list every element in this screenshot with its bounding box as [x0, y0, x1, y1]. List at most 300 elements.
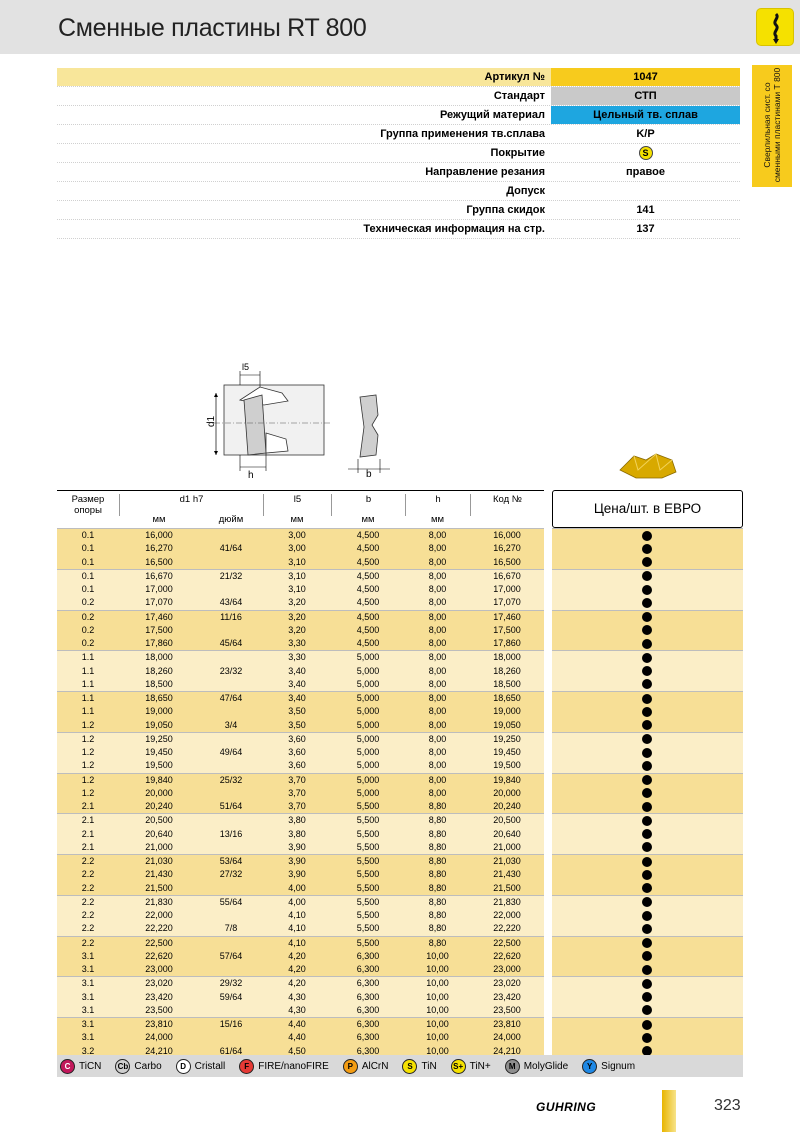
table-row — [57, 746, 544, 759]
coating-badge-icon: P — [343, 1059, 358, 1074]
col-header-seat-size: Размер опоры — [71, 494, 105, 516]
table-cell: 8,80 — [428, 828, 447, 839]
table-cell: 3,60 — [288, 760, 306, 771]
property-value: Цельный тв. сплав — [551, 106, 740, 124]
price-row-group — [552, 610, 743, 651]
property-label: Направление резания — [425, 166, 545, 178]
legend-label: Signum — [601, 1060, 636, 1072]
table-cell: 23,020 — [493, 978, 521, 989]
properties-table — [57, 68, 740, 239]
price-row — [552, 637, 743, 650]
availability-dot-icon — [642, 992, 652, 1002]
table-cell: 20,500 — [493, 815, 521, 826]
availability-dot-icon — [642, 775, 652, 785]
table-cell: 24,000 — [493, 1032, 521, 1043]
table-row — [57, 774, 544, 787]
table-cell: 3,80 — [288, 815, 306, 826]
availability-dot-icon — [642, 870, 652, 880]
price-row — [552, 977, 743, 990]
table-row — [57, 855, 544, 868]
table-cell: 17,460 — [493, 611, 521, 622]
table-row — [57, 937, 544, 950]
table-cell: 1.1 — [81, 678, 95, 689]
table-cell: 17,460 — [145, 611, 173, 622]
table-cell: 16,670 — [145, 570, 173, 581]
table-cell: 51/64 — [219, 801, 243, 811]
table-cell: 10,00 — [426, 950, 449, 961]
table-cell: 5,000 — [356, 678, 380, 689]
table-cell: 3.1 — [81, 1032, 95, 1043]
table-cell: 3.1 — [81, 950, 95, 961]
table-cell: 2.2 — [81, 869, 95, 880]
technical-drawing — [200, 355, 420, 480]
table-cell: 8,00 — [428, 597, 447, 608]
table-row-group — [57, 813, 544, 854]
availability-dot-icon — [642, 897, 652, 907]
coating-s-badge: S — [639, 146, 653, 160]
coating-legend — [57, 1055, 743, 1077]
col-header-b: b — [331, 494, 405, 516]
table-cell: 4,500 — [356, 597, 380, 608]
drawing-label-b: b — [366, 469, 372, 480]
availability-dot-icon — [642, 720, 652, 730]
price-column — [552, 490, 743, 1058]
table-cell: 7/8 — [224, 923, 238, 934]
table-row — [57, 719, 544, 732]
table-cell — [199, 937, 263, 950]
table-row — [57, 624, 544, 637]
availability-dot-icon — [642, 979, 652, 989]
table-cell: 8,00 — [428, 787, 447, 798]
table-cell: 23,420 — [493, 991, 521, 1002]
unit-mm: мм — [361, 514, 375, 525]
table-row — [57, 692, 544, 705]
table-cell: 3,70 — [288, 787, 306, 798]
table-cell: 8,00 — [428, 706, 447, 717]
table-cell: 5,000 — [356, 787, 380, 798]
table-cell: 17,500 — [493, 624, 521, 635]
price-row — [552, 963, 743, 976]
table-cell: 6,300 — [356, 1045, 380, 1056]
table-cell: 8,00 — [428, 570, 447, 581]
table-cell: 3,50 — [288, 706, 306, 717]
table-cell: 3,20 — [288, 624, 306, 635]
table-cell: 8,80 — [428, 815, 447, 826]
table-row — [57, 665, 544, 678]
table-cell: 5,500 — [356, 923, 380, 934]
table-cell: 5,000 — [356, 693, 380, 703]
table-cell: 4,500 — [356, 543, 380, 554]
price-row — [552, 937, 743, 950]
table-cell: 10,00 — [426, 978, 449, 989]
table-row — [57, 950, 544, 963]
table-cell: 6,300 — [356, 1032, 380, 1043]
table-cell — [199, 909, 263, 922]
table-cell: 8,80 — [428, 910, 447, 920]
table-cell: 8,00 — [428, 638, 447, 648]
table-cell: 21,430 — [145, 869, 173, 880]
table-cell: 17,500 — [145, 624, 173, 635]
dimensions-table-body — [57, 528, 544, 1058]
table-row — [57, 556, 544, 569]
table-row-group — [57, 936, 544, 977]
table-row — [57, 909, 544, 922]
table-cell: 3.1 — [81, 1004, 95, 1015]
page-title: Сменные пластины RT 800 — [58, 14, 367, 42]
property-row-article — [57, 68, 740, 87]
table-cell: 21,030 — [145, 856, 173, 866]
legend-item — [60, 1059, 101, 1074]
table-cell: 3.1 — [81, 1019, 95, 1029]
table-cell: 20,240 — [145, 801, 173, 811]
table-cell: 5,000 — [356, 760, 380, 771]
property-value: правое — [626, 166, 665, 178]
table-cell: 4,20 — [288, 964, 306, 974]
price-row — [552, 991, 743, 1004]
price-row — [552, 733, 743, 746]
table-cell: 19,500 — [145, 760, 173, 771]
price-row — [552, 583, 743, 596]
table-cell: 23,000 — [493, 964, 521, 974]
legend-label: TiN+ — [469, 1060, 491, 1072]
table-cell: 3,90 — [288, 841, 306, 852]
table-row-group — [57, 610, 544, 651]
table-cell: 21,000 — [493, 841, 521, 852]
price-row-group — [552, 691, 743, 732]
property-row-coating — [57, 144, 740, 163]
table-cell: 3.2 — [81, 1045, 95, 1056]
availability-dot-icon — [642, 612, 652, 622]
table-cell: 0.2 — [81, 611, 95, 622]
table-row-group — [57, 650, 544, 691]
price-row — [552, 746, 743, 759]
drawing-label-l5: l5 — [242, 362, 250, 372]
table-cell: 3,60 — [288, 747, 306, 757]
table-cell: 8,80 — [428, 882, 447, 893]
table-cell: 19,250 — [493, 733, 521, 744]
table-cell: 19,250 — [145, 733, 173, 744]
legend-item — [582, 1059, 635, 1074]
table-cell: 16,500 — [145, 556, 173, 567]
table-cell: 20,640 — [493, 828, 521, 839]
table-cell: 19,500 — [493, 760, 521, 771]
table-cell: 5,000 — [356, 774, 380, 785]
availability-dot-icon — [642, 531, 652, 541]
availability-dot-icon — [642, 802, 652, 812]
table-row — [57, 922, 544, 935]
price-row — [552, 1004, 743, 1017]
dimensions-table-header — [57, 490, 544, 528]
table-cell: 6,300 — [356, 978, 380, 989]
coating-badge-icon: F — [239, 1059, 254, 1074]
table-row — [57, 1031, 544, 1044]
property-label: Покрытие — [490, 147, 545, 159]
table-row — [57, 800, 544, 813]
legend-item — [239, 1059, 329, 1074]
table-cell: 3,40 — [288, 665, 306, 676]
table-cell: 22,500 — [493, 937, 521, 948]
table-cell: 3,80 — [288, 828, 306, 839]
table-cell: 8,80 — [428, 841, 447, 852]
table-cell: 23,500 — [145, 1004, 173, 1015]
table-cell: 3.1 — [81, 991, 95, 1002]
table-cell — [199, 583, 263, 596]
table-cell: 10,00 — [426, 1019, 449, 1029]
table-row — [57, 705, 544, 718]
table-cell: 23,810 — [493, 1019, 521, 1029]
table-cell: 0.1 — [81, 556, 95, 567]
insert-picture — [616, 448, 680, 482]
table-cell: 2.2 — [81, 856, 95, 866]
table-cell: 8,00 — [428, 774, 447, 785]
availability-dot-icon — [642, 842, 652, 852]
property-row-discount-group — [57, 201, 740, 220]
table-cell: 4,500 — [356, 570, 380, 581]
table-row — [57, 759, 544, 772]
table-cell — [199, 733, 263, 746]
table-cell: 59/64 — [219, 991, 243, 1002]
table-cell: 8,80 — [428, 923, 447, 934]
table-cell: 21,000 — [145, 841, 173, 852]
availability-dot-icon — [642, 625, 652, 635]
table-cell: 3.1 — [81, 978, 95, 989]
table-cell: 6,300 — [356, 1019, 380, 1029]
availability-dot-icon — [642, 816, 652, 826]
table-cell: 8,00 — [428, 584, 447, 594]
table-cell: 8,00 — [428, 556, 447, 567]
table-cell: 21,030 — [493, 856, 521, 866]
table-cell: 20,240 — [493, 801, 521, 811]
table-cell: 24,210 — [145, 1045, 173, 1056]
table-cell: 18,000 — [145, 652, 173, 663]
table-cell: 8,00 — [428, 530, 447, 540]
table-row-group — [57, 691, 544, 732]
price-row — [552, 814, 743, 827]
price-row-group — [552, 773, 743, 814]
table-cell: 21,830 — [493, 896, 521, 907]
coating-badge-icon: M — [505, 1059, 520, 1074]
table-row-group — [57, 773, 544, 814]
table-cell: 4,00 — [288, 896, 306, 907]
table-cell: 5,500 — [356, 841, 380, 852]
table-row — [57, 991, 544, 1004]
table-cell: 57/64 — [219, 950, 243, 961]
table-cell: 22,220 — [493, 923, 521, 934]
table-cell: 8,00 — [428, 665, 447, 676]
price-row — [552, 556, 743, 569]
table-cell: 18,000 — [493, 652, 521, 663]
property-label: Группа применения тв.сплава — [380, 128, 545, 140]
table-cell: 3,70 — [288, 774, 306, 785]
table-cell: 17,860 — [145, 638, 173, 648]
price-row — [552, 841, 743, 854]
table-cell: 8,00 — [428, 652, 447, 663]
table-cell: 22,000 — [145, 910, 173, 920]
table-cell: 11/16 — [220, 611, 242, 622]
availability-dot-icon — [642, 965, 652, 975]
table-cell: 19,450 — [145, 747, 173, 757]
table-cell: 21,830 — [145, 896, 173, 907]
table-cell: 8,00 — [428, 611, 447, 622]
property-row-standard — [57, 87, 740, 106]
table-cell: 27/32 — [219, 869, 243, 880]
col-header-h: h — [405, 494, 470, 516]
brand-logo: GUHRING — [536, 1100, 597, 1114]
table-cell: 0.1 — [81, 543, 95, 554]
price-row — [552, 651, 743, 664]
table-cell: 20,640 — [145, 828, 173, 839]
table-cell: 0.2 — [81, 638, 95, 648]
table-row — [57, 637, 544, 650]
table-cell: 4,10 — [288, 923, 306, 934]
legend-item — [505, 1059, 568, 1074]
table-cell: 5,500 — [356, 801, 380, 811]
table-cell — [199, 678, 263, 691]
availability-dot-icon — [642, 653, 652, 663]
table-cell: 3,50 — [288, 719, 306, 730]
table-cell: 3,60 — [288, 733, 306, 744]
table-cell: 41/64 — [219, 543, 243, 554]
availability-dot-icon — [642, 1020, 652, 1030]
table-cell — [199, 1031, 263, 1044]
table-cell: 10,00 — [426, 991, 449, 1002]
section-side-tab-text: Сверлильная сист. со сменными пластинами Т 800 — [762, 67, 782, 183]
table-cell: 1.2 — [81, 787, 95, 798]
property-row-tech-info — [57, 220, 740, 239]
table-row — [57, 896, 544, 909]
table-cell: 0.2 — [81, 624, 95, 635]
availability-dot-icon — [642, 679, 652, 689]
col-header-l5: l5 — [263, 494, 331, 516]
price-row — [552, 719, 743, 732]
availability-dot-icon — [642, 924, 652, 934]
table-cell: 0.1 — [81, 584, 95, 594]
price-row — [552, 529, 743, 542]
price-row — [552, 692, 743, 705]
table-cell: 13/16 — [219, 828, 243, 839]
table-cell: 8,80 — [428, 801, 447, 811]
footer-accent-bar — [662, 1090, 676, 1132]
price-column-body — [552, 528, 743, 1058]
table-row — [57, 963, 544, 976]
table-cell — [199, 841, 263, 854]
table-cell: 29/32 — [219, 978, 243, 989]
table-cell — [199, 1004, 263, 1017]
drawing-label-h: h — [248, 470, 254, 480]
price-row-group — [552, 936, 743, 977]
table-row — [57, 787, 544, 800]
table-cell: 3,70 — [288, 801, 306, 811]
table-cell: 47/64 — [219, 693, 243, 703]
table-cell: 1.1 — [81, 693, 95, 703]
property-value — [551, 182, 740, 200]
table-cell: 2.2 — [81, 910, 95, 920]
price-row — [552, 855, 743, 868]
availability-dot-icon — [642, 666, 652, 676]
table-cell: 6,300 — [356, 1004, 380, 1015]
price-row — [552, 922, 743, 935]
availability-dot-icon — [642, 707, 652, 717]
table-cell — [199, 759, 263, 772]
table-cell: 5,000 — [356, 719, 380, 730]
price-row — [552, 828, 743, 841]
table-row — [57, 542, 544, 555]
table-cell: 4,10 — [288, 937, 306, 948]
table-cell: 8,80 — [428, 856, 447, 866]
table-cell — [199, 787, 263, 800]
table-cell: 18,650 — [493, 693, 521, 703]
property-label: Техническая информация на стр. — [363, 223, 545, 235]
table-cell: 5,500 — [356, 856, 380, 866]
availability-dot-icon — [642, 857, 652, 867]
table-cell: 23,500 — [493, 1004, 521, 1015]
table-cell: 2.1 — [81, 801, 95, 811]
table-cell: 5,500 — [356, 910, 380, 920]
table-cell — [199, 882, 263, 895]
table-cell: 10,00 — [426, 1045, 449, 1056]
price-row — [552, 909, 743, 922]
coating-badge-icon: S+ — [451, 1059, 466, 1074]
table-cell: 1.1 — [81, 652, 95, 663]
table-cell: 4,500 — [356, 556, 380, 567]
table-cell: 53/64 — [219, 856, 243, 866]
table-cell: 3,10 — [288, 556, 306, 567]
table-cell: 18,260 — [493, 665, 521, 676]
table-row — [57, 868, 544, 881]
table-cell: 19,840 — [145, 774, 173, 785]
table-cell: 21,430 — [493, 869, 521, 880]
table-cell: 3.1 — [81, 964, 95, 974]
table-cell: 1.2 — [81, 760, 95, 771]
coating-badge-icon: C — [60, 1059, 75, 1074]
table-cell: 6,300 — [356, 991, 380, 1002]
property-value: 1047 — [551, 68, 740, 86]
table-cell: 24,210 — [493, 1045, 521, 1056]
table-cell: 2.2 — [81, 882, 95, 893]
legend-label: TiCN — [79, 1060, 102, 1072]
table-cell: 16,270 — [145, 543, 173, 554]
price-row — [552, 759, 743, 772]
table-cell: 45/64 — [219, 638, 243, 648]
table-cell: 8,00 — [428, 543, 447, 554]
legend-item — [115, 1059, 161, 1074]
availability-dot-icon — [642, 938, 652, 948]
table-cell: 17,860 — [493, 638, 521, 648]
legend-label: TiN — [421, 1060, 437, 1072]
price-row-group — [552, 813, 743, 854]
table-cell: 5,500 — [356, 828, 380, 839]
table-row-group — [57, 528, 544, 569]
table-cell: 0.1 — [81, 530, 95, 540]
table-cell: 23/32 — [219, 665, 243, 676]
availability-dot-icon — [642, 1005, 652, 1015]
table-row — [57, 1004, 544, 1017]
table-cell: 17,070 — [145, 597, 173, 608]
table-cell: 3,90 — [288, 869, 306, 880]
table-cell: 61/64 — [219, 1045, 243, 1056]
table-cell: 8,00 — [428, 624, 447, 635]
legend-item — [451, 1059, 491, 1074]
availability-dot-icon — [642, 788, 652, 798]
table-cell: 8,00 — [428, 693, 447, 703]
table-row — [57, 529, 544, 542]
table-cell: 22,620 — [145, 950, 173, 961]
table-cell: 20,000 — [493, 787, 521, 798]
price-row — [552, 624, 743, 637]
table-cell: 4,30 — [288, 1004, 306, 1015]
table-cell: 20,000 — [145, 787, 173, 798]
table-cell: 10,00 — [426, 1004, 449, 1015]
